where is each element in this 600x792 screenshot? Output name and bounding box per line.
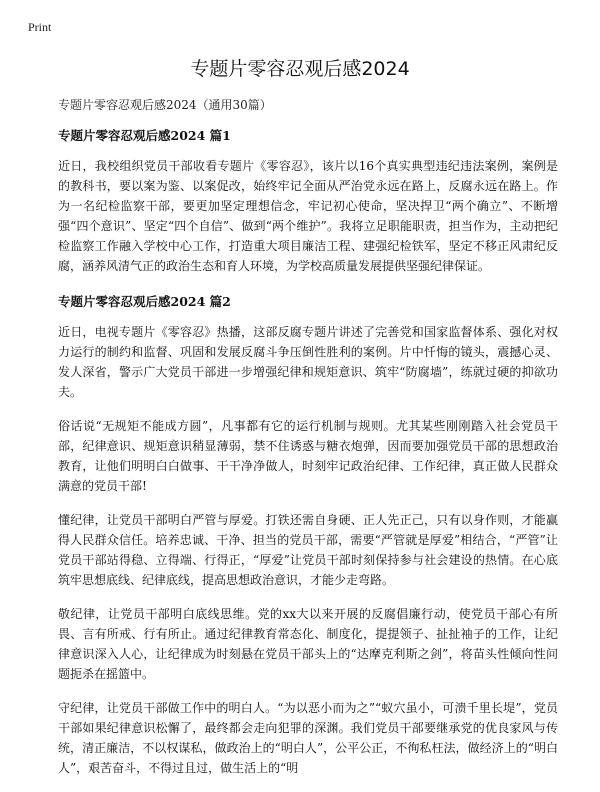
- paragraph: 懂纪律，让党员干部明白严管与厚爱。打铁还需自身硬、正人先正己，只有以身作则，才能赢得人民群众信任。培养忠诚、干净、担当的党员干部，需要“严管就是厚爱”相结合，“严管”让党员干部站得稳、立得端、行得正，“厚爱”让党员干部时刻保持参与社会建设的热情。在心底筑牢思想底线、纪律底线，提高思想政治意识，才能少走弯路。: [58, 513, 558, 587]
- section-2: [58, 292, 558, 792]
- paragraph: 俗话说“无规矩不能成方圆”，凡事都有它的运行机制与规则。尤其某些刚刚踏入社会党员干部，纪律意识、规矩意识稍显薄弱，禁不住诱惑与糖衣炮弹，因而要加强党员干部的思想政治教育，让他们明明白白做事、干干净净做人，时刻牢记政治纪律、工作纪律，真正做人民群众满意的党员干部!: [58, 419, 558, 493]
- section-heading: 专题片零容忍观后感2024 篇1: [58, 128, 231, 143]
- document-subtitle: 专题片零容忍观后感2024（通用30篇）: [58, 98, 272, 112]
- paragraph: 敬纪律，让党员干部明白底线思维。党的xx大以来开展的反腐倡廉行动，使党员干部心有所畏、言有所戒、行有所止。通过纪律教育常态化、制度化，提提领子、扯扯袖子的工作，让纪律意识深入人心，让纪律成为时刻悬在党员干部头上的“达摩克利斯之剑”，将苗头性倾向性问题扼杀在摇篮中。: [58, 607, 558, 681]
- print-label[interactable]: Print: [28, 20, 52, 34]
- paragraph: 近日，电视专题片《零容忍》热播，这部反腐专题片讲述了完善党和国家监督体系、强化对权力运行的制约和监督、巩固和发展反腐斗争压倒性胜利的案例。片中忏悔的镜头，震撼心灵、发人深省，警示广大党员干部进一步增强纪律和规矩意识、筑牢“防腐墙”，练就过硬的抑欲功夫。: [58, 325, 558, 399]
- paragraph: 近日，我校组织党员干部收看专题片《零容忍》，该片以16个真实典型违纪违法案例，案例是的教科书，要以案为鉴、以案促改，始终牢记全面从严治党永远在路上，反腐永远在路上。作为一名纪检监察干部，要更加坚定理想信念，牢记初心使命，坚决捍卫“两个确立”、不断增强“四个意识”、坚定“四个自信”、做到“两个维护”。我将立足职能职责，担当作为，主动把纪检监察工作融入学校中心工作，打造重大项目廉洁工程、建强纪检铁军，坚定不移正风肃纪反腐，涵养风清气正的政治生态和育人环境，为学校高质量发展提供坚强纪律保证。: [58, 159, 558, 273]
- section-heading: 专题片零容忍观后感2024 篇2: [58, 294, 231, 309]
- paragraph: 守纪律，让党员干部做工作中的明白人。“为以恶小而为之”“蚁穴虽小，可溃千里长堤”，党员干部如果纪律意识松懈了，最终都会走向犯罪的深渊。我们党员干部要继承党的优良家风与传统，清正廉洁，不以权谋私，做政治上的“明白人”，公平公正，不徇私枉法，做经济上的“明白人”，艰苦奋斗，不得过且过，做生活上的“明: [58, 701, 558, 775]
- section-1: [58, 126, 558, 290]
- page-title: 专题片零容忍观后感2024: [190, 58, 410, 80]
